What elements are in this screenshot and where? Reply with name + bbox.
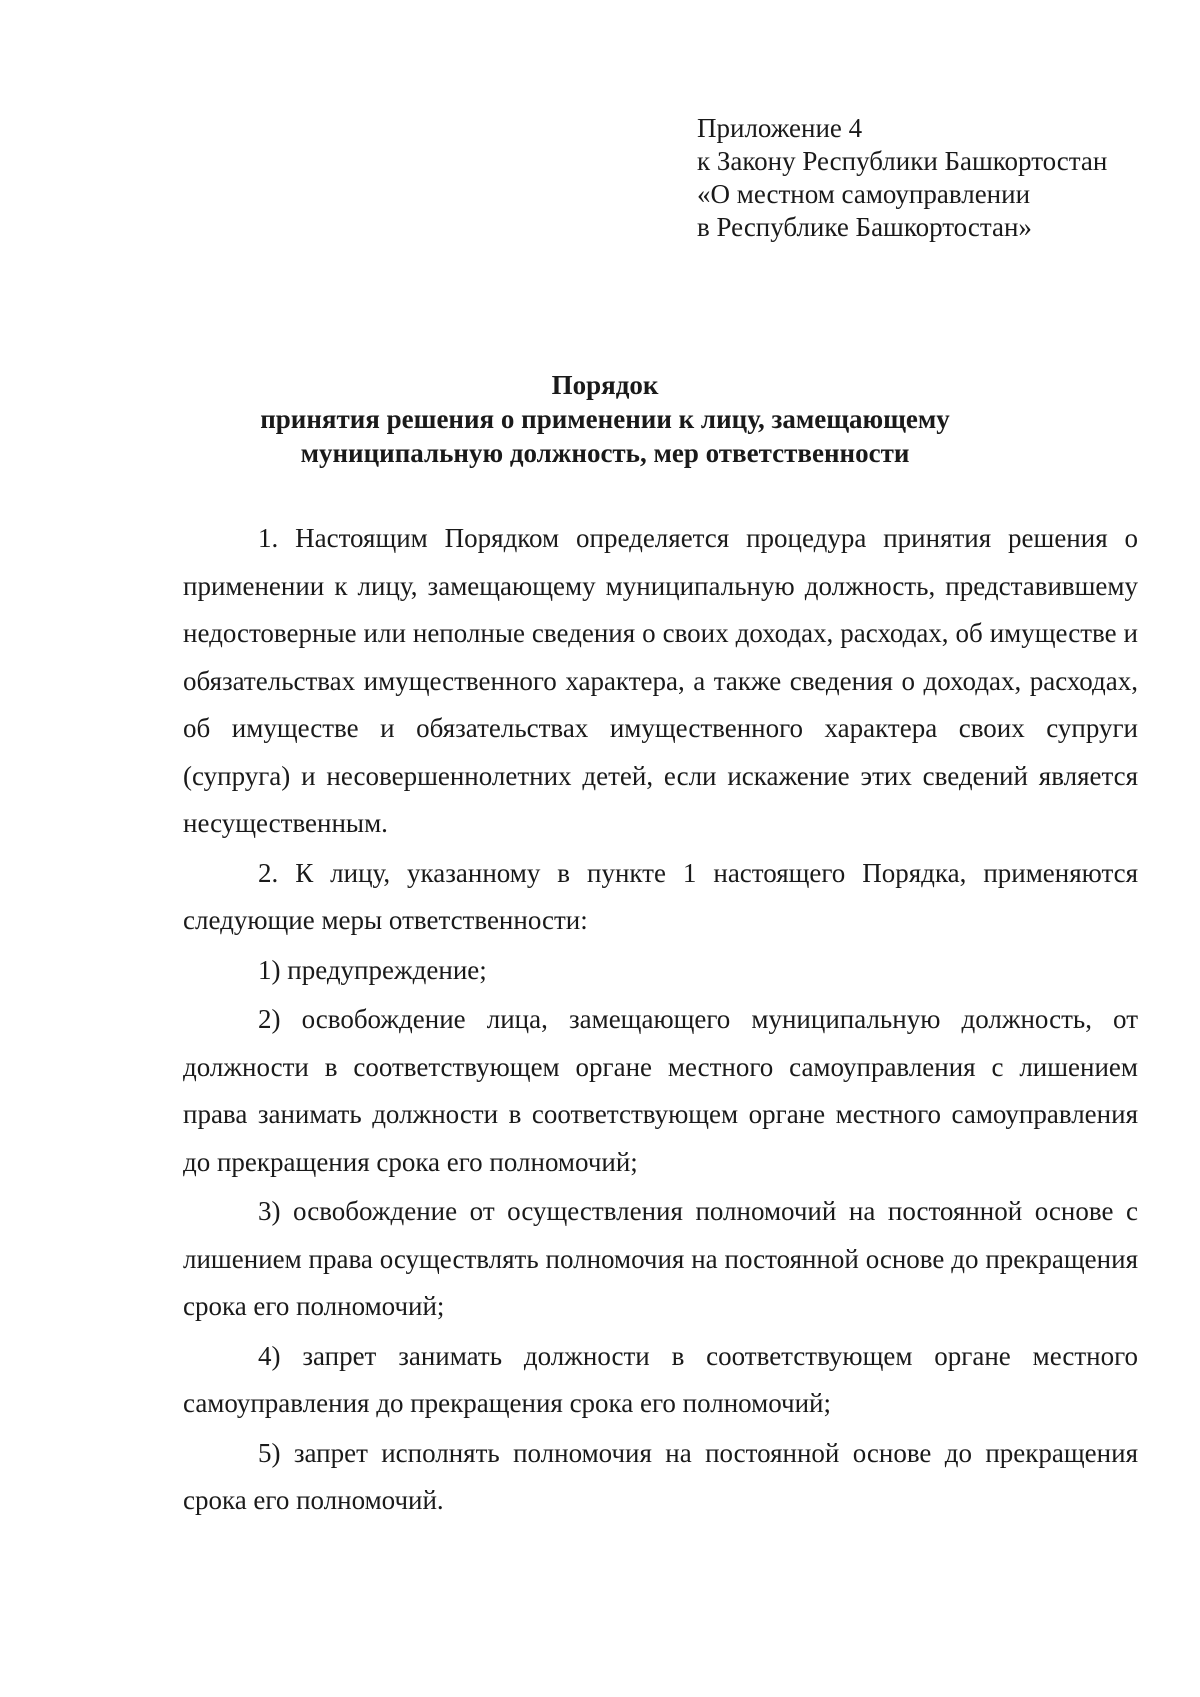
paragraph-2: 2. К лицу, указанному в пункте 1 настоящего Порядка, применяются следующие меры ответственности:: [183, 857, 1138, 935]
list-item-3: 3) освобождение от осуществления полномочий на постоянной основе с лишением права осуществлять полномочия на постоянной основе до прекращения срока его полномочий;: [183, 1196, 1138, 1321]
appendix-line-1: Приложение 4: [697, 113, 863, 143]
appendix-line-2: к Закону Республики Башкортостан: [697, 146, 1108, 176]
paragraph-1: 1. Настоящим Порядком определяется процедура принятия решения о применении к лицу, замещающему муниципальную должность, представившему недостоверные или неполные сведения о своих доходах, расходах, об имуществе и обязательствах имущественного характера, а также сведения о доходах, расходах, об имуществе и обязательствах имущественного характера своих супруги (супруга) и несовершеннолетних детей, если искажение этих сведений является несущественным.: [183, 523, 1138, 838]
appendix-line-4: в Республике Башкортостан»: [697, 212, 1032, 242]
document-title: [180, 368, 1030, 470]
list-item-1: 1) предупреждение;: [258, 954, 487, 985]
list-item-2: 2) освобождение лица, замещающего муниципальную должность, от должности в соответствующем органе местного самоуправления с лишением права занимать должности в соответствующем органе местного самоуправления до прекращения срока его полномочий;: [183, 1004, 1138, 1177]
appendix-header: [697, 112, 1107, 244]
appendix-line-3: «О местном самоуправлении: [697, 179, 1031, 209]
title-line-2: принятия решения о применении к лицу, замещающему: [260, 404, 950, 434]
title-line-3: муниципальную должность, мер ответственности: [300, 438, 910, 468]
list-item-4: 4) запрет занимать должности в соответствующем органе местного самоуправления до прекращения срока его полномочий;: [183, 1340, 1138, 1418]
title-line-1: Порядок: [551, 370, 659, 400]
document-body: [183, 515, 1138, 1527]
list-item-5: 5) запрет исполнять полномочия на постоянной основе до прекращения срока его полномочий.: [183, 1437, 1138, 1515]
